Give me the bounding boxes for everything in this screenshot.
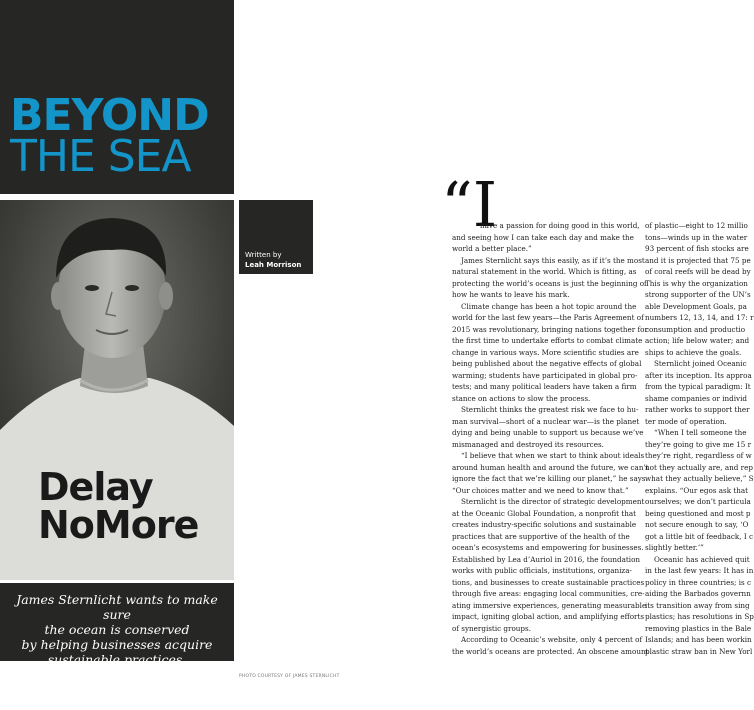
article-line: tions, and businesses to create sustainable practices bbox=[452, 577, 645, 587]
article-line: Sternlicht joined Oceanic bbox=[654, 359, 747, 368]
article-line: warming; students have participated in global pro- bbox=[452, 370, 638, 380]
article-line: protecting the world’s oceans is just the beginning of bbox=[452, 278, 647, 288]
article-line: world for the last few years—the Paris Agreement of bbox=[452, 313, 644, 322]
article-line: Islands; and has been workin bbox=[645, 635, 752, 644]
title-beyond: BEYOND bbox=[10, 90, 209, 141]
article-line: tests; and many political leaders have taken a firm bbox=[452, 382, 637, 391]
article-line: from the typical paradigm: It bbox=[645, 382, 751, 391]
article-line: removing plastics in the Bale bbox=[645, 623, 752, 633]
article-line: being questioned and most p bbox=[645, 508, 751, 518]
article-line: “When I tell someone the bbox=[654, 428, 747, 437]
article-column-2 bbox=[645, 220, 754, 657]
article-line: around human health and around the future, we can’t bbox=[452, 462, 649, 472]
drop-quote-mark: “I bbox=[441, 168, 498, 241]
article-line: of synergistic groups. bbox=[452, 623, 531, 633]
caption-line: James Sternlicht wants to make sure bbox=[16, 592, 218, 622]
article-line: James Sternlicht says this easily, as if it’s the most bbox=[461, 255, 645, 265]
article-line: impact, igniting global action, and amplifying efforts bbox=[452, 612, 645, 621]
article-line: mismanaged and destroyed its resources. bbox=[452, 439, 604, 449]
article-line: plastics; has resolutions in Sp bbox=[645, 612, 754, 621]
caption-line: the ocean is conserved bbox=[44, 622, 190, 637]
article-line: they’re right, regardless of w bbox=[645, 451, 752, 460]
article-line: the world’s oceans are protected. An obscene amount bbox=[452, 646, 649, 656]
article-line: slightly better.’” bbox=[645, 543, 704, 552]
article-line: Climate change has been a hot topic around the bbox=[461, 301, 637, 311]
article-line: strong supporter of the UN’s bbox=[645, 290, 751, 299]
article-line: what they actually believe,” S bbox=[645, 474, 754, 483]
article-line: numbers 12, 13, 14, and 17: r bbox=[645, 313, 754, 322]
article-line: man survival—short of a nuclear war—is the planet bbox=[452, 416, 640, 426]
article-line: policy in three countries; is c bbox=[645, 577, 752, 587]
article-line: being published about the negative effects of global bbox=[452, 359, 642, 368]
article-line: Established by Lea d’Auriol in 2016, the foundation bbox=[452, 554, 641, 564]
article-line: got a little bit of feedback, I c bbox=[645, 531, 753, 541]
shirt-text-line2: NoMore bbox=[38, 503, 199, 547]
article-line: ourselves; we don’t particula bbox=[645, 497, 751, 506]
article-line: how he wants to leave his mark. bbox=[452, 290, 570, 299]
article-line: ships to achieve the goals. bbox=[645, 347, 742, 357]
article-line: world a better place.” bbox=[452, 244, 532, 253]
article-line: able Development Goals, pa bbox=[645, 301, 747, 311]
article-line: ter mode of operation. bbox=[645, 416, 727, 426]
article-line: aiding the Barbados governn bbox=[645, 589, 751, 598]
photo-credit: PHOTO COURTESY OF JAMES STERNLICHT bbox=[239, 674, 340, 679]
article-line: ignore the fact that we’re killing our planet,” he says. bbox=[452, 474, 648, 483]
article-line: “I believe that when we start to think about ideals bbox=[461, 451, 645, 460]
caption-line: by helping businesses acquire bbox=[21, 637, 213, 652]
article-line: Oceanic has achieved quit bbox=[654, 554, 750, 564]
article-line: creates industry-specific solutions and sustainable bbox=[452, 520, 637, 529]
article-line: plastic straw ban in New Yorl bbox=[645, 646, 753, 656]
article-line: natural statement in the world. Which is fitting, as bbox=[452, 267, 637, 276]
article-line: consumption and productio bbox=[645, 324, 746, 334]
article-line: and it is projected that 75 pe bbox=[645, 255, 751, 265]
article-line: dying and being unable to support us because we’ve bbox=[452, 428, 644, 437]
title-block bbox=[0, 0, 234, 194]
article-line: tons—winds up in the water bbox=[645, 232, 748, 242]
article-line: “Our choices matter and we need to know that.” bbox=[452, 485, 629, 495]
article-line: in the last few years: It has in bbox=[645, 566, 754, 575]
article-line: rather works to support ther bbox=[645, 405, 750, 414]
article-line: practices that are supportive of the health of the bbox=[452, 531, 630, 541]
article-line: change in various ways. More scientific studies are bbox=[452, 347, 639, 357]
article-line: after its inception. Its approa bbox=[645, 370, 752, 380]
article-line: 93 percent of fish stocks are bbox=[645, 244, 749, 253]
article-line: stance on actions to slow the process. bbox=[452, 393, 591, 403]
byline-label: Written by bbox=[245, 251, 282, 259]
title-the-sea: THE SEA bbox=[10, 131, 191, 182]
article-line: action; life below water; and bbox=[645, 336, 750, 345]
article-line: This is why the organization bbox=[645, 278, 748, 288]
article-line: 2015 was revolutionary, bringing nations together for bbox=[452, 324, 648, 334]
byline-box bbox=[239, 200, 313, 274]
article-line: works with public officials, institutions, organiza- bbox=[452, 566, 632, 575]
article-line: at the Oceanic Global Foundation, a nonprofit that bbox=[452, 508, 637, 518]
byline-author: Leah Morrison bbox=[245, 261, 302, 269]
article-line: According to Oceanic’s website, only 4 percent of bbox=[461, 635, 643, 644]
shirt-text-line1: Delay bbox=[38, 465, 153, 509]
article-line: Sternlicht thinks the greatest risk we face to hu- bbox=[461, 405, 639, 414]
article-line: not they actually are, and rep bbox=[645, 462, 753, 472]
article-line: of plastic—eight to 12 millio bbox=[645, 221, 748, 230]
article-line: ocean’s ecosystems and empowering for businesses. bbox=[452, 543, 644, 552]
article-line: and seeing how I can take each day and make the bbox=[452, 232, 634, 242]
article-line: not secure enough to say, ‘O bbox=[645, 520, 749, 529]
article-column-1 bbox=[452, 220, 649, 657]
article-line: they’re going to give me 15 r bbox=[645, 439, 752, 449]
article-line: through five areas: engaging local communities, cre- bbox=[452, 589, 645, 598]
article-line: Sternlicht is the director of strategic development bbox=[461, 497, 645, 506]
portrait-photo bbox=[0, 200, 234, 580]
caption-line: sustainable practices. bbox=[47, 652, 187, 667]
photo-caption bbox=[0, 583, 234, 667]
article-line: explains. “Our egos ask that bbox=[645, 485, 749, 495]
article-line: shame companies or individ bbox=[645, 393, 748, 403]
article-line: the first time to undertake efforts to combat climate bbox=[452, 336, 643, 345]
article-line: its transition away from sing bbox=[645, 600, 750, 610]
article-line: ating immersive experiences, generating measurable bbox=[452, 600, 647, 610]
article-line: have a passion for doing good in this world, bbox=[480, 221, 640, 230]
article-line: of coral reefs will be dead by bbox=[645, 267, 751, 276]
